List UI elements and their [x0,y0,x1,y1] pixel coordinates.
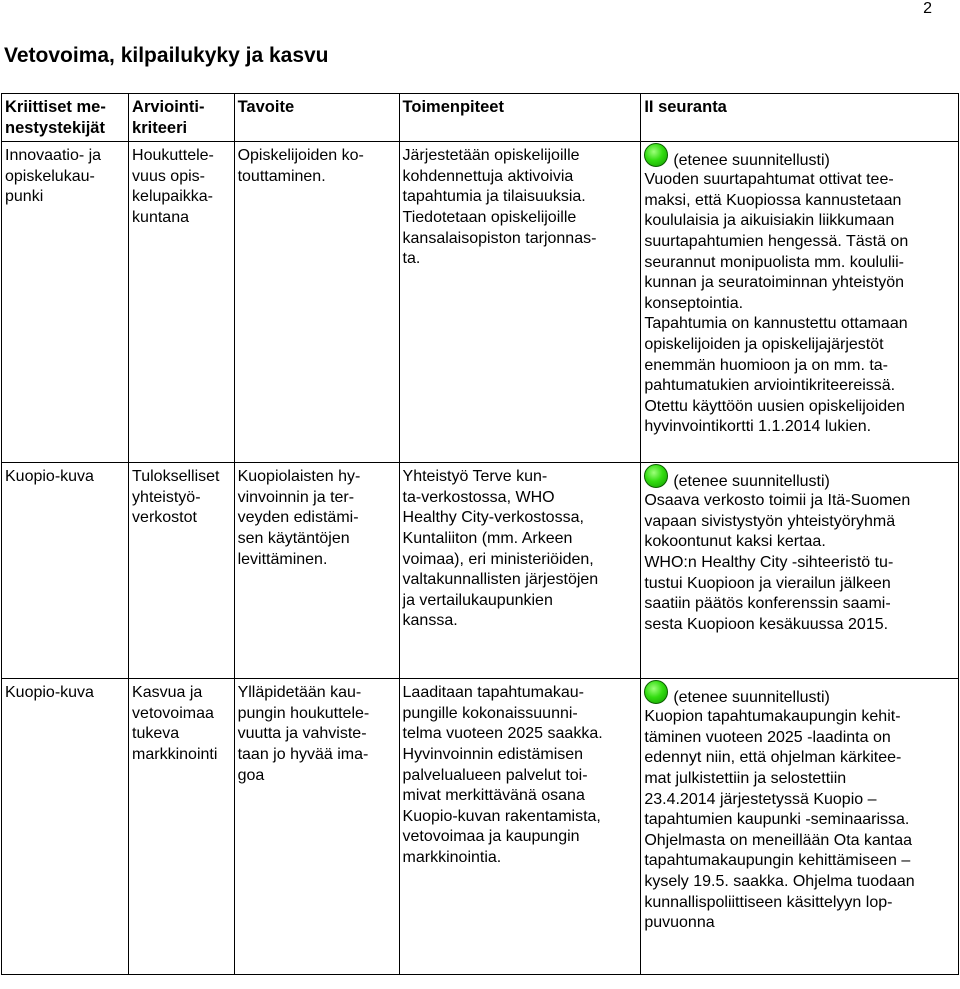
status-indicator [644,467,956,489]
status-text: (etenee suunnitellusti) [673,689,830,707]
cell-follow-up [641,463,959,679]
table-row [2,679,959,975]
cell-factor: Kuopio-kuva [2,463,129,679]
table-header-row [2,94,959,142]
green-status-dot-icon [644,680,668,704]
follow-up-text: Kuopion tapahtumakaupungin kehit- täminen vuoteen 2025 -laadinta on edennyt niin, että ohjelman kärkitee- mat julkistettiin ja selostettiin 23.4.2014 järjestetyssä Kuopio – tapahtumien kaupunki -seminaarissa. Ohjelmasta on meneillään Ota kantaa tapahtumakaupungin kehittämiseen – kysely 19.5. saakka. Ohjelma tuodaan kunnallispoliittiseen käsittelyyn lop- puvuonna [644,708,915,932]
table-row [2,463,959,679]
cell-criterion: Tulokselliset yhteistyö- verkostot [129,463,235,679]
cell-follow-up [641,679,959,975]
cell-actions: Järjestetään opiskelijoille kohdennettuja aktivoivia tapahtumia ja tilaisuuksia. Tiedotetaan opiskelijoille kansalaisopiston tarjonnas- ta. [399,142,641,463]
header-critical-factors: Kriittiset me- nestystekijät [2,94,129,142]
page-title: Vetovoima, kilpailukyky ja kasvu [4,44,329,67]
cell-goal: Kuopiolaisten hy- vinvoinnin ja ter- veyden edistämi- sen käytäntöjen levittäminen. [234,463,399,679]
green-status-dot-icon [644,143,668,167]
cell-goal: Ylläpidetään kau- pungin houkuttele- vuutta ja vahviste- taan jo hyvää ima- goa [234,679,399,975]
cell-goal: Opiskelijoiden ko- touttaminen. [234,142,399,463]
cell-factor: Innovaatio- ja opiskelukau- punki [2,142,129,463]
green-status-dot-icon [644,464,668,488]
follow-up-text: Osaava verkosto toimii ja Itä-Suomen vapaan sivistystyön yhteistyöryhmä kokoontunut kaksi kertaa. WHO:n Healthy City -sihteeristö tu- tustui Kuopioon ja vierailun jälkeen saatiin päätös konferenssin saami- sesta Kuopioon kesäkuussa 2015. [644,492,911,633]
cell-follow-up [641,142,959,463]
follow-up-table [1,93,959,975]
header-follow-up: II seuranta [641,94,959,142]
cell-actions: Yhteistyö Terve kun- ta-verkostossa, WHO Healthy City-verkostossa, Kuntaliiton (mm. Arkeen voimaa), eri ministeriöiden, valtakunnallisten järjestöjen ja vertailukaupunkien kanssa. [399,463,641,679]
follow-up-text: Vuoden suurtapahtumat ottivat tee- maksi, että Kuopiossa kannustetaan koululaisia ja aikuisiakin liikkumaan suurtapahtumien hengessä. Tästä on seurannut monipuolista mm. koululii- kunnan ja seuratoiminnan yhteistyön konseptointia. Tapahtumia on kannustettu ottamaan opiskelijoiden ja opiskelijajärjestöt enemmän huomioon ja on mm. ta- pahtumatukien arviointikriteereissä. Otettu käyttöön uusien opiskelijoiden hyvinvointikortti 1.1.2014 lukien. [644,171,909,436]
page-number: 2 [923,0,932,17]
status-indicator [644,683,956,705]
header-goal: Tavoite [234,94,399,142]
table-row [2,142,959,463]
status-text: (etenee suunnitellusti) [673,152,830,170]
status-indicator [644,146,956,168]
cell-factor: Kuopio-kuva [2,679,129,975]
cell-criterion: Kasvua ja vetovoimaa tukeva markkinointi [129,679,235,975]
cell-actions: Laaditaan tapahtumakau- pungille kokonaissuunni- telma vuoteen 2025 saakka. Hyvinvoinnin edistämisen palvelualueen palvelut toi- mivat merkittävänä osana Kuopio-kuvan rakentamista, vetovoimaa ja kaupungin markkinointia. [399,679,641,975]
cell-criterion: Houkuttele- vuus opis- kelupaikka- kuntana [129,142,235,463]
status-text: (etenee suunnitellusti) [673,473,830,491]
header-criteria: Arviointi- kriteeri [129,94,235,142]
header-actions: Toimenpiteet [399,94,641,142]
